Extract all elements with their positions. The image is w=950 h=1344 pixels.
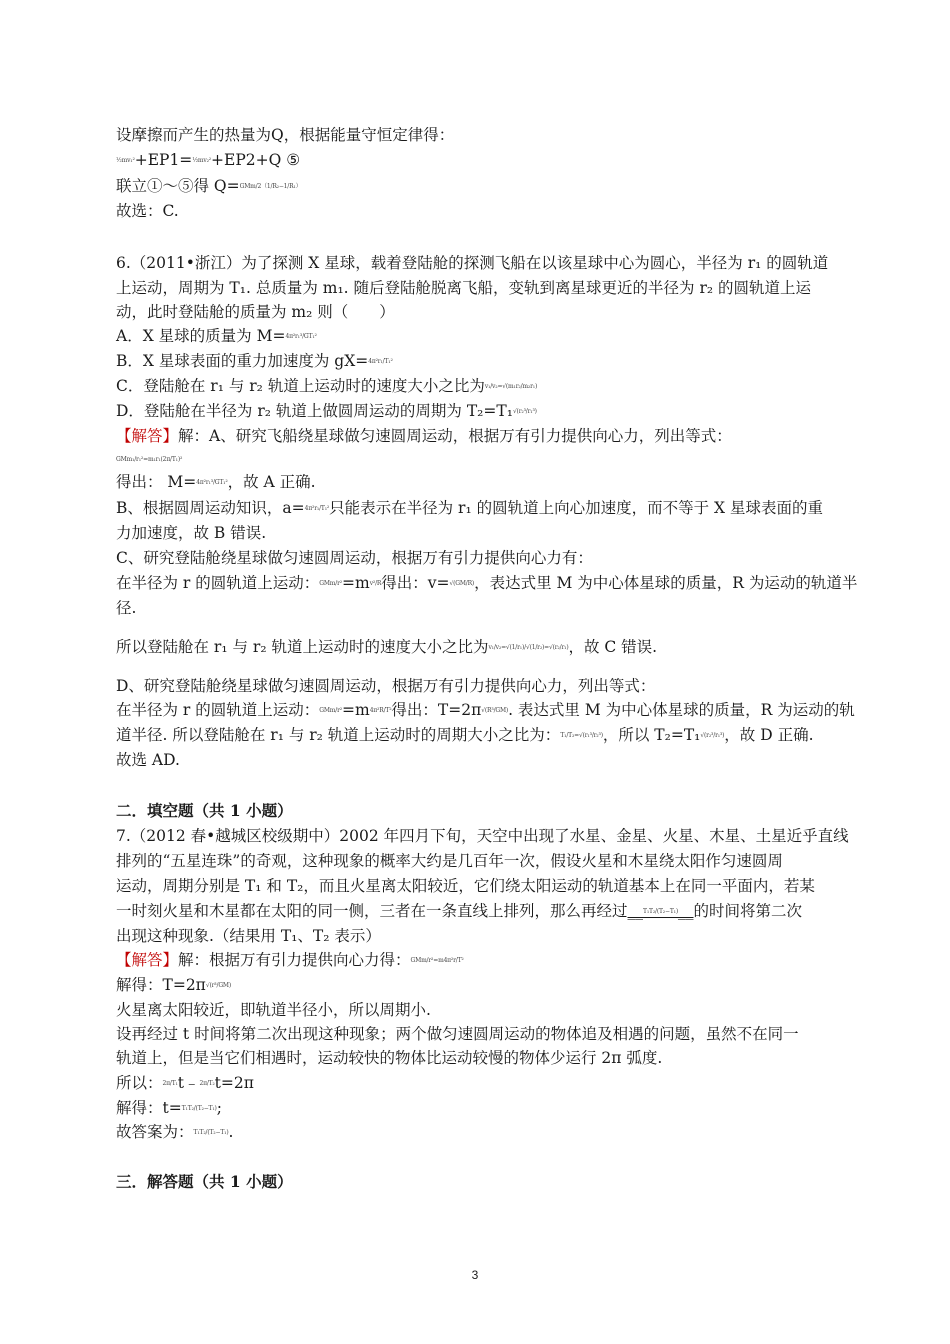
formula: 4π²R/T² xyxy=(369,707,392,714)
question-text: 一时刻火星和木星都在太阳的同一侧，三者在一条直线上排列，那么再经过 xyxy=(116,902,628,920)
text-fragment: +EP2+Q ⑤ xyxy=(211,151,301,169)
answer-line xyxy=(116,636,840,659)
question-stem: 6.（2011•浙江）为了探测 X 星球，载着登陆舱的探测飞船在以该星球中心为圆心，半径为 r₁ 的圆轨道 xyxy=(116,254,829,272)
answer-text: =m xyxy=(342,574,370,592)
answer-text: ，故 C 错误. xyxy=(568,638,658,656)
equation-line xyxy=(116,448,840,471)
text-fragment: 联立①～⑤得 Q= xyxy=(116,177,240,195)
answer-text: 解：A、研究飞船绕星球做匀速圆周运动，根据万有引力提供向心力，列出等式： xyxy=(178,427,732,445)
answer-line xyxy=(116,425,840,447)
answer-tag: 【解答】 xyxy=(116,951,179,969)
question-stem xyxy=(116,900,840,923)
formula: GMm/r² xyxy=(319,707,342,714)
answer-text: 得出：v= xyxy=(381,574,450,592)
answer-line xyxy=(116,949,840,972)
answer-text: 解得：T=2π xyxy=(116,976,206,994)
answer-text: 得出：T=2π xyxy=(391,701,482,719)
formula: v₁/v₂=√(m₁r₂/m₂r₁) xyxy=(484,383,538,390)
formula: √(r₂³/r₁³) xyxy=(700,732,725,739)
formula: T₁T₂/(T₂−T₁) xyxy=(181,1105,217,1112)
answer-text: . xyxy=(228,1123,234,1141)
answer-text: ，故 D 正确. xyxy=(724,726,814,744)
answer-line: C、研究登陆舱绕星球做匀速圆周运动，根据万有引力提供向心力有： xyxy=(116,549,593,567)
option-text: C．登陆舱在 r₁ 与 r₂ 轨道上运动时的速度大小之比为 xyxy=(116,377,485,395)
answer-text: 解：根据万有引力提供向心力得： xyxy=(178,951,411,969)
fill-blank: __T₁T₂/(T₂−T₁)__ xyxy=(627,902,694,920)
question-stem: 动，此时登陆舱的质量为 m₂ 则（ ） xyxy=(116,303,395,321)
option-text: A．X 星球的质量为 M= xyxy=(116,327,286,345)
answer-text: . 表达式里 M 为中心体星球的质量，R 为运动的轨 xyxy=(508,701,855,719)
answer-text: 道半径. 所以登陆舱在 r₁ 与 r₂ 轨道上运动时的周期大小之比为： xyxy=(116,726,561,744)
formula: 2π/T₁ xyxy=(162,1080,178,1087)
option-a xyxy=(116,325,840,348)
text-line: 设摩擦而产生的热量为Q，根据能量守恒定律得： xyxy=(116,126,455,144)
section-heading: 二．填空题（共 1 小题） xyxy=(116,801,293,820)
formula: GMm/2（1/R₂−1/R₁） xyxy=(239,183,302,190)
formula: √(r³/GM) xyxy=(205,982,232,989)
answer-text: 只能表示在半径为 r₁ 的圆轨道上向心加速度，而不等于 X 星球表面的重 xyxy=(329,499,823,517)
option-c xyxy=(116,375,840,398)
formula: 2π/T₂ xyxy=(199,1080,215,1087)
answer-line xyxy=(116,1072,840,1095)
question-stem: 运动，周期分别是 T₁ 和 T₂，而且火星离太阳较近，它们绕太阳运动的轨道基本上在同一平面内，若某 xyxy=(116,877,815,895)
section-heading: 三．解答题（共 1 小题） xyxy=(116,1172,293,1191)
formula: T₁T₂/(T₂−T₁) xyxy=(643,908,678,915)
answer-line xyxy=(116,1121,840,1144)
formula: 4π²r₁/T₁² xyxy=(368,358,393,365)
answer-text: 所以： xyxy=(116,1074,163,1092)
answer-text: ; xyxy=(216,1099,222,1117)
text-fragment: +EP1= xyxy=(134,151,193,169)
answer-line: 力加速度，故 B 错误. xyxy=(116,524,267,542)
formula: GMm₁/r₁²=m₁r₁(2π/T₁)² xyxy=(116,456,183,463)
formula: v²/R xyxy=(369,580,382,587)
answer-text: 在半径为 r 的圆轨道上运动： xyxy=(116,701,320,719)
answer-line xyxy=(116,699,855,722)
question-text: 的时间将第二次 xyxy=(693,902,802,920)
formula: ½mv₁² xyxy=(116,157,135,164)
formula: √(GM/R) xyxy=(449,580,475,587)
question-stem: 7.（2012 春•越城区校级期中）2002 年四月下旬，天空中出现了水星、金星、火星、木星、土星近乎直线 xyxy=(116,827,849,845)
formula: √(R³/GM) xyxy=(481,707,509,714)
formula: 4π²r₁/T₁² xyxy=(304,505,330,512)
answer-text: 解得：t= xyxy=(116,1099,182,1117)
answer-text: 故答案为： xyxy=(116,1123,194,1141)
answer-line xyxy=(116,974,840,997)
option-text: B．X 星球表面的重力加速度为 gX= xyxy=(116,352,369,370)
option-d xyxy=(116,400,840,423)
equation-line xyxy=(116,175,840,198)
answer-line: 轨道上，但是当它们相遇时，运动较快的物体比运动较慢的物体少运行 2π 弧度. xyxy=(116,1049,663,1067)
answer-line xyxy=(116,724,840,747)
answer-text: ，故 A 正确. xyxy=(227,473,316,491)
answer-line: 故选 AD. xyxy=(116,751,180,769)
question-stem: 出现这种现象.（结果用 T₁、T₂ 表示） xyxy=(116,927,381,945)
option-b xyxy=(116,350,840,373)
formula: T₁T₂/(T₂−T₁) xyxy=(193,1129,229,1136)
answer-text: t=2π xyxy=(214,1074,254,1092)
answer-line: 设再经过 t 时间将第二次出现这种现象；两个做匀速圆周运动的物体追及相遇的问题，虽然不在同一 xyxy=(116,1025,799,1043)
question-stem: 排列的“五星连珠”的奇观，这种现象的概率大约是几百年一次，假设火星和木星绕太阳作匀速圆周 xyxy=(116,852,783,870)
answer-text: t﹣ xyxy=(177,1074,200,1092)
answer-line: 径. xyxy=(116,599,137,617)
answer-text: B、根据圆周运动知识，a= xyxy=(116,499,305,517)
page-number: 3 xyxy=(471,1268,479,1282)
answer-line xyxy=(116,572,858,595)
formula: v₁/v₂=√(1/r₁)/√(1/r₂)=√(r₂/r₁) xyxy=(488,644,569,651)
option-text: D．登陆舱在半径为 r₂ 轨道上做圆周运动的周期为 T₂=T₁ xyxy=(116,402,513,420)
formula: 4π²r₁³/GT₁² xyxy=(196,479,228,486)
answer-text: ，所以 T₂=T₁ xyxy=(602,726,701,744)
answer-tag: 【解答】 xyxy=(116,427,179,445)
answer-line: D、研究登陆舱绕星球做匀速圆周运动，根据万有引力提供向心力，列出等式： xyxy=(116,677,656,695)
answer-text: 得出： M= xyxy=(116,473,197,491)
formula: 4π²r₁³/GT₁² xyxy=(285,333,317,340)
answer-text: =m xyxy=(342,701,370,719)
answer-line: 火星离太阳较近，即轨道半径小，所以周期小. xyxy=(116,1001,431,1019)
equation-line xyxy=(116,149,840,172)
formula: GMm/r² xyxy=(319,580,342,587)
answer-text: 所以登陆舱在 r₁ 与 r₂ 轨道上运动时的速度大小之比为 xyxy=(116,638,489,656)
answer-line xyxy=(116,471,840,494)
answer-text: ，表达式里 M 为中心体星球的质量，R 为运动的轨道半 xyxy=(474,574,858,592)
formula: T₁/T₂=√(r₁³/r₂³) xyxy=(560,732,603,739)
answer-line xyxy=(116,1097,840,1120)
answer-text: 在半径为 r 的圆轨道上运动： xyxy=(116,574,320,592)
text-line: 故选：C. xyxy=(116,202,179,220)
formula: GMm/r²=m4π²r/T² xyxy=(410,957,464,964)
answer-line xyxy=(116,497,840,520)
formula: √(r₂³/r₁³) xyxy=(512,408,537,415)
formula: ½mv₂² xyxy=(192,157,212,164)
question-stem: 上运动，周期为 T₁. 总质量为 m₁. 随后登陆舱脱离飞船，变轨到离星球更近的半径为 r₂ 的圆轨道上运 xyxy=(116,279,812,297)
